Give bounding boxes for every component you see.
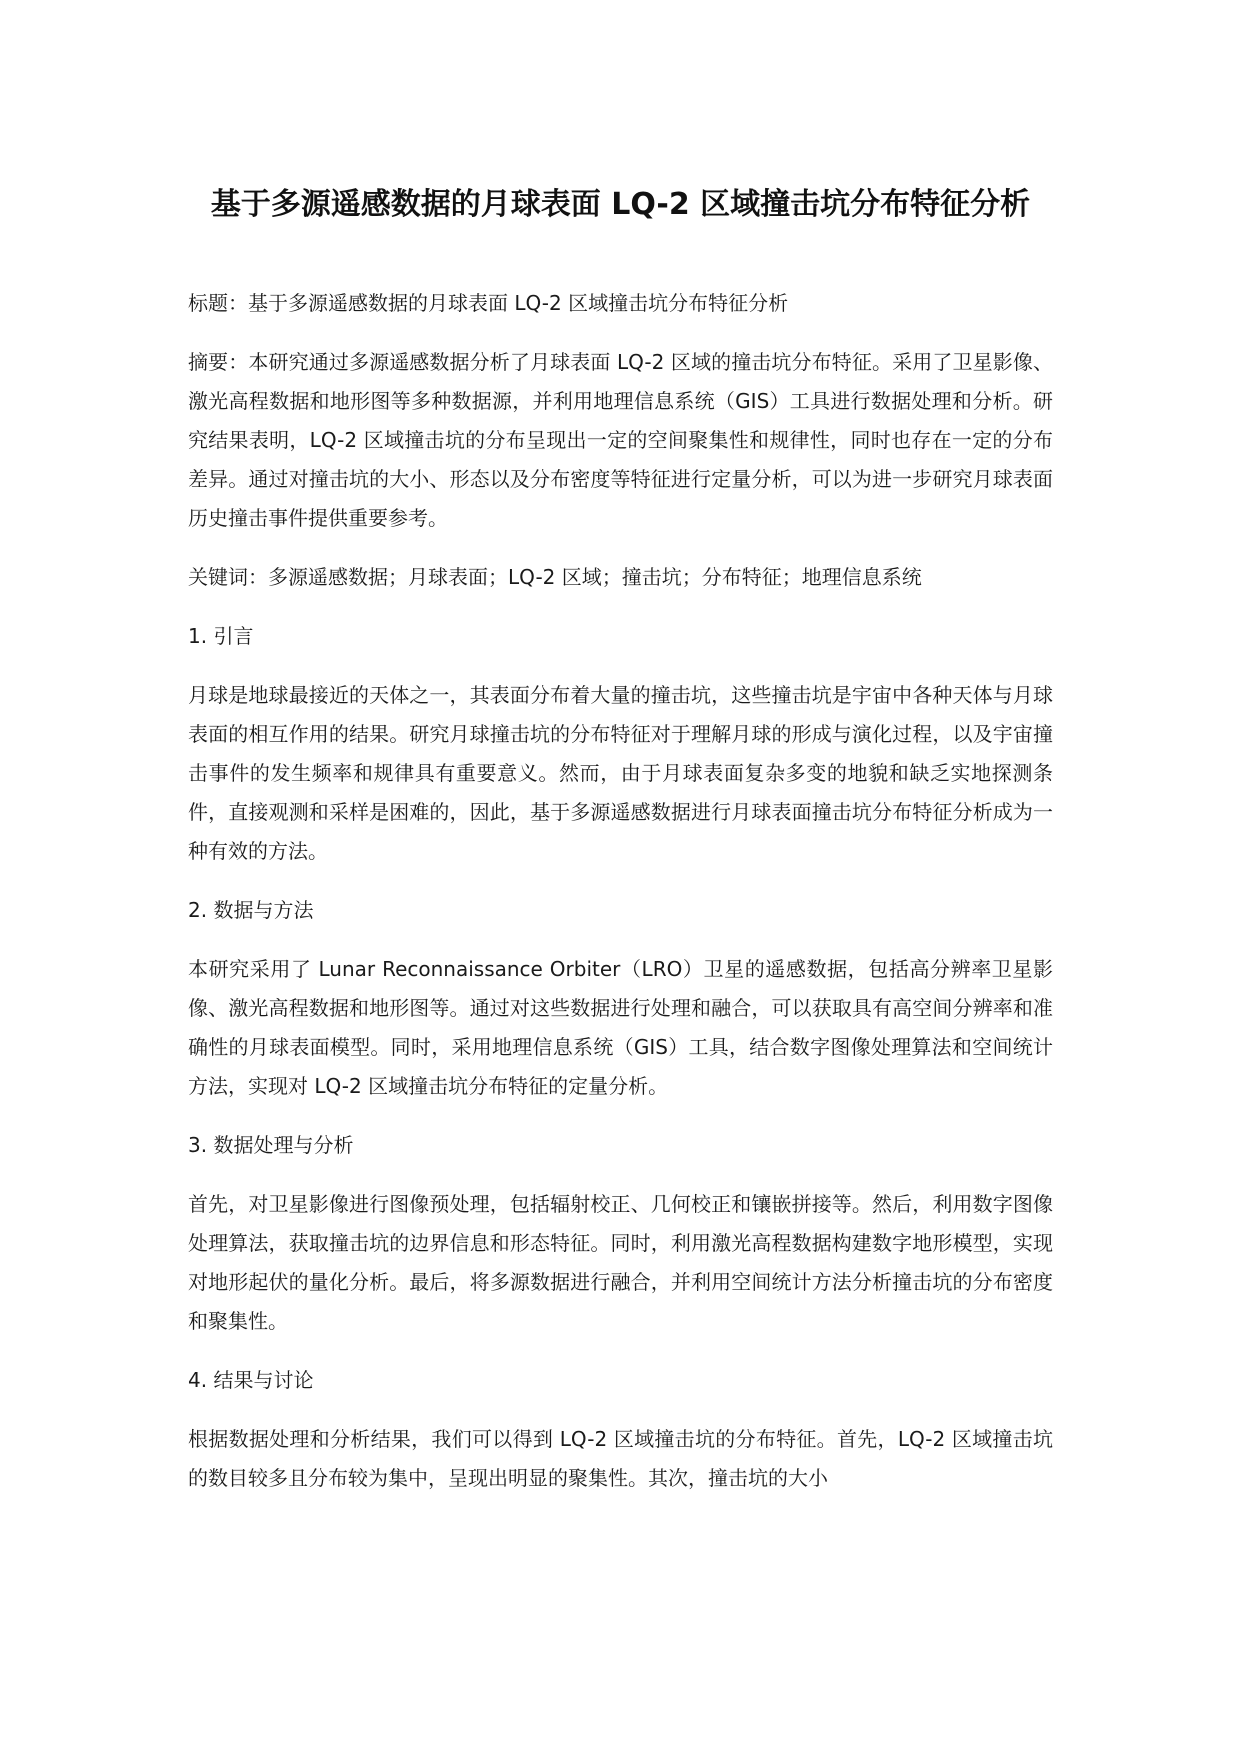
section-body-introduction: 月球是地球最接近的天体之一，其表面分布着大量的撞击坑，这些撞击坑是宇宙中各种天体与月球表面的相互作用的结果。研究月球撞击坑的分布特征对于理解月球的形成与演化过程，以及宇宙撞击事件的发生频率和规律具有重要意义。然而，由于月球表面复杂多变的地貌和缺乏实地探测条件，直接观测和采样是困难的，因此，基于多源遥感数据进行月球表面撞击坑分布特征分析成为一种有效的方法。: [188, 683, 1053, 863]
title-line: 标题：基于多源遥感数据的月球表面 LQ-2 区域撞击坑分布特征分析: [188, 291, 789, 315]
keywords: 关键词：多源遥感数据；月球表面；LQ-2 区域；撞击坑；分布特征；地理信息系统: [188, 565, 922, 589]
section-heading-data-methods: 2. 数据与方法: [188, 898, 314, 922]
section-heading-results: 4. 结果与讨论: [188, 1368, 314, 1392]
section-heading-processing: 3. 数据处理与分析: [188, 1133, 354, 1157]
section-body-data-methods: 本研究采用了 Lunar Reconnaissance Orbiter（LRO）卫星的遥感数据，包括高分辨率卫星影像、激光高程数据和地形图等。通过对这些数据进行处理和融合，可以获取具有高空间分辨率和准确性的月球表面模型。同时，采用地理信息系统（GIS）工具，结合数字图像处理算法和空间统计方法，实现对 LQ-2 区域撞击坑分布特征的定量分析。: [188, 957, 1053, 1098]
abstract: 摘要：本研究通过多源遥感数据分析了月球表面 LQ-2 区域的撞击坑分布特征。采用了卫星影像、激光高程数据和地形图等多种数据源，并利用地理信息系统（GIS）工具进行数据处理和分析。研究结果表明，LQ-2 区域撞击坑的分布呈现出一定的空间聚集性和规律性，同时也存在一定的分布差异。通过对撞击坑的大小、形态以及分布密度等特征进行定量分析，可以为进一步研究月球表面历史撞击事件提供重要参考。: [188, 350, 1053, 530]
section-body-processing: 首先，对卫星影像进行图像预处理，包括辐射校正、几何校正和镶嵌拼接等。然后，利用数字图像处理算法，获取撞击坑的边界信息和形态特征。同时，利用激光高程数据构建数字地形模型，实现对地形起伏的量化分析。最后，将多源数据进行融合，并利用空间统计方法分析撞击坑的分布密度和聚集性。: [188, 1192, 1053, 1333]
section-body-results: 根据数据处理和分析结果，我们可以得到 LQ-2 区域撞击坑的分布特征。首先，LQ-2 区域撞击坑的数目较多且分布较为集中，呈现出明显的聚集性。其次，撞击坑的大小: [188, 1427, 1053, 1490]
section-heading-introduction: 1. 引言: [188, 624, 254, 648]
document-title: 基于多源遥感数据的月球表面 LQ-2 区域撞击坑分布特征分析: [210, 187, 1031, 222]
